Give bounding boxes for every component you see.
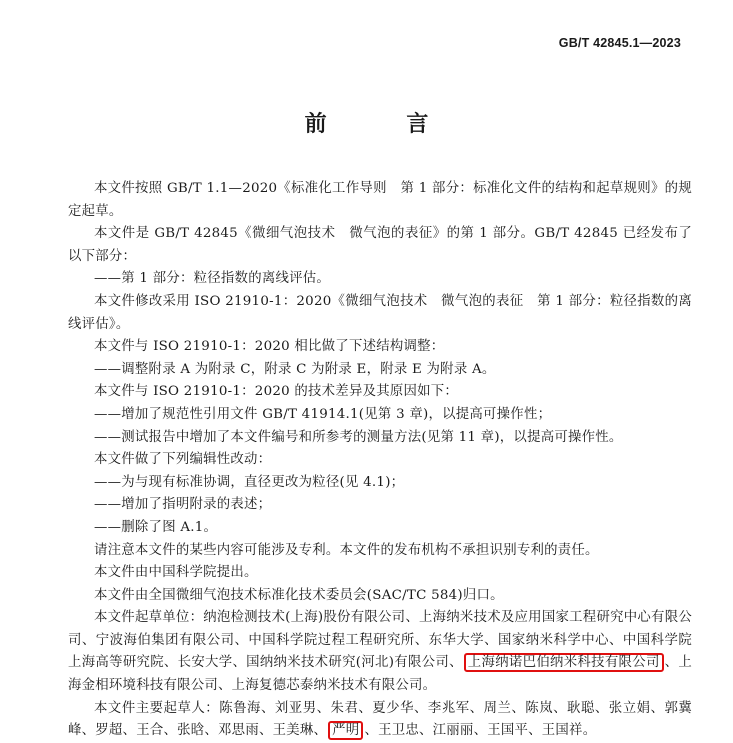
drafting-units-text-end: 、上海金相环境科技有限公司、上海复德芯泰纳米技术有限公司。 xyxy=(68,655,693,694)
foreword-body xyxy=(68,178,692,743)
paragraph-editorial-changes: 本文件做了下列编辑性改动： xyxy=(94,452,272,468)
list-item-delete-figure: ——删除了图 A.1。 xyxy=(94,519,218,535)
drafters-text: 本文件主要起草人：陈鲁海、刘亚男、朱君、夏少华、李兆军、周兰、陈岚、耿聪、张立娟、郭冀峰、罗超、王合、张晗、邓思雨、王美琳、 xyxy=(68,700,692,739)
list-item-annex-statement: ——增加了指明附录的表述； xyxy=(94,497,272,513)
drafting-units-text: 本文件起草单位：纳泡检测技术(上海)股份有限公司、上海纳米技术及应用国家工程研究中心有限公司、宁波海伯集团有限公司、中国科学院过程工程研究所、东华大学、国家纳米科学中心、中国科学院上海高等研究院、长安大学、国纳纳米技术研究(河北)有限公司、 xyxy=(68,610,692,671)
highlighted-drafter: 严明 xyxy=(328,721,363,740)
list-item-test-report: ——测试报告中增加了本文件编号和所参考的测量方法(见第 11 章)，以提高可操作性。 xyxy=(94,429,623,445)
list-item-diameter: ——为与现有标准协调，直径更改为粒径(见 4.1)； xyxy=(94,474,405,490)
highlighted-company: 上海纳诺巴伯纳米科技有限公司 xyxy=(464,653,664,672)
list-item-part1: ——第 1 部分：粒径指数的离线评估。 xyxy=(94,271,331,287)
paragraph-drafting-units xyxy=(68,607,692,697)
paragraph-part-info: 本文件是 GB/T 42845《微细气泡技术 微气泡的表征》的第 1 部分。GB/T 42845 已经发布了以下部分： xyxy=(68,226,692,264)
paragraph-under-jurisdiction: 本文件由全国微细气泡技术标准化技术委员会(SAC/TC 584)归口。 xyxy=(94,587,504,603)
paragraph-adoption: 本文件修改采用 ISO 21910-1：2020《微细气泡技术 微气泡的表征 第 1 部分：粒径指数的离线评估》。 xyxy=(68,293,692,332)
paragraph-drafting-rules: 本文件按照 GB/T 1.1—2020《标准化工作导则 第 1 部分：标准化文件的结构和起草规则》的规定起草。 xyxy=(68,181,692,219)
drafters-text-end: 、王卫忠、江丽丽、王国平、王国祥。 xyxy=(364,723,597,739)
paragraph-drafters xyxy=(68,698,692,743)
list-item-normative-ref: ——增加了规范性引用文件 GB/T 41914.1(见第 3 章)，以提高可操作性； xyxy=(94,406,552,422)
paragraph-patent-notice: 请注意本文件的某些内容可能涉及专利。本文件的发布机构不承担识别专利的责任。 xyxy=(94,542,599,558)
paragraph-proposed-by: 本文件由中国科学院提出。 xyxy=(94,565,258,581)
paragraph-technical-diff: 本文件与 ISO 21910-1：2020 的技术差异及其原因如下： xyxy=(94,384,459,400)
standard-code: GB/T 42845.1—2023 xyxy=(558,36,681,50)
page-title: 前 言 xyxy=(304,111,465,137)
paragraph-structure-changes: 本文件与 ISO 21910-1：2020 相比做了下述结构调整： xyxy=(94,339,445,355)
list-item-annex-adjust: ——调整附录 A 为附录 C，附录 C 为附录 E，附录 E 为附录 A。 xyxy=(94,361,496,377)
